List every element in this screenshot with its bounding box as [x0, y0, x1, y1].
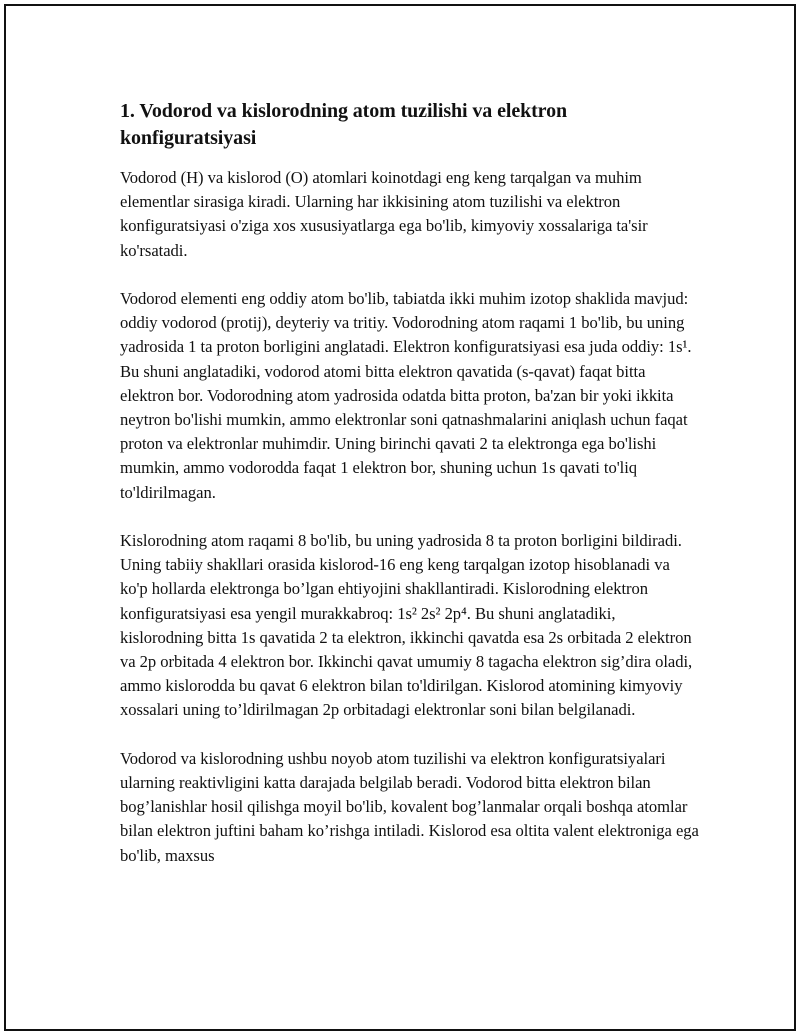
document-body [120, 98, 700, 892]
paragraph-hydrogen: Vodorod elementi eng oddiy atom bo'lib, tabiatda ikki muhim izotop shaklida mavjud: oddiy vodorod (protij), deyteriy va tritiy. Vodorodning atom raqami 1 bo'lib, bu uning yadrosida 1 ta proton borligini anglatadi. Elektron konfiguratsiyasi esa juda oddiy: 1s¹. Bu shuni anglatadiki, vodorod atomi bitta elektron qavatida (s-qavat) faqat bitta elektron bor. Vodorodning atom yadrosida odatda bitta proton, ba'zan bir yoki ikkita neytron bo'lishi mumkin, ammo elektronlar soni qatnashmalarini aniqlash uchun faqat proton va elektronlar muhimdir. Uning birinchi qavati 2 ta elektronga ega bo'lishi mumkin, ammo vodorodda faqat 1 elektron bor, shuning uchun 1s qavati to'liq to'ldirilmagan. [120, 289, 692, 502]
paragraph-oxygen: Kislorodning atom raqami 8 bo'lib, bu uning yadrosida 8 ta proton borligini bildiradi. Uning tabiiy shakllari orasida kislorod-16 eng keng tarqalgan izotop hisoblanadi va ko'p hollarda elektronga bo’lgan ehtiyojini shakllantiradi. Kislorodning elektron konfiguratsiyasi esa yengil murakkabroq: 1s² 2s² 2p⁴. Bu shuni anglatadiki, kislorodning bitta 1s qavatida 2 ta elektron, ikkinchi qavatda esa 2s orbitada 2 elektron va 2p orbitada 4 elektron bor. Ikkinchi qavat umumiy 8 tagacha elektron sig’dira oladi, ammo kislorodda bu qavat 6 elektron bilan to'ldirilgan. Kislorod atomining kimyoviy xossalari uning to’ldirilmagan 2p orbitadagi elektronlar soni bilan belgilanadi. [120, 531, 693, 720]
section-heading: 1. Vodorod va kislorodning atom tuzilishi va elektron konfiguratsiyasi [120, 100, 568, 149]
paragraph-reactivity: Vodorod va kislorodning ushbu noyob atom tuzilishi va elektron konfiguratsiyalari ularning reaktivligini katta darajada belgilab beradi. Vodorod bitta elektron bilan bog’lanishlar hosil qilishga moyil bo'lib, kovalent bog’lanmalar orqali boshqa atomlar bilan elektron juftini baham ko’rishga intiladi. Kislorod esa oltita valent elektroniga ega bo'lib, maxsus [120, 748, 699, 865]
paragraph-intro: Vodorod (H) va kislorod (O) atomlari koinotdagi eng keng tarqalgan va muhim elementlar sirasiga kiradi. Ularning har ikkisining atom tuzilishi va elektron konfiguratsiyasi o'ziga xos xususiyatlarga ega bo'lib, kimyoviy xossalariga ta'sir ko'rsatadi. [120, 168, 648, 260]
document-page [4, 4, 796, 1031]
